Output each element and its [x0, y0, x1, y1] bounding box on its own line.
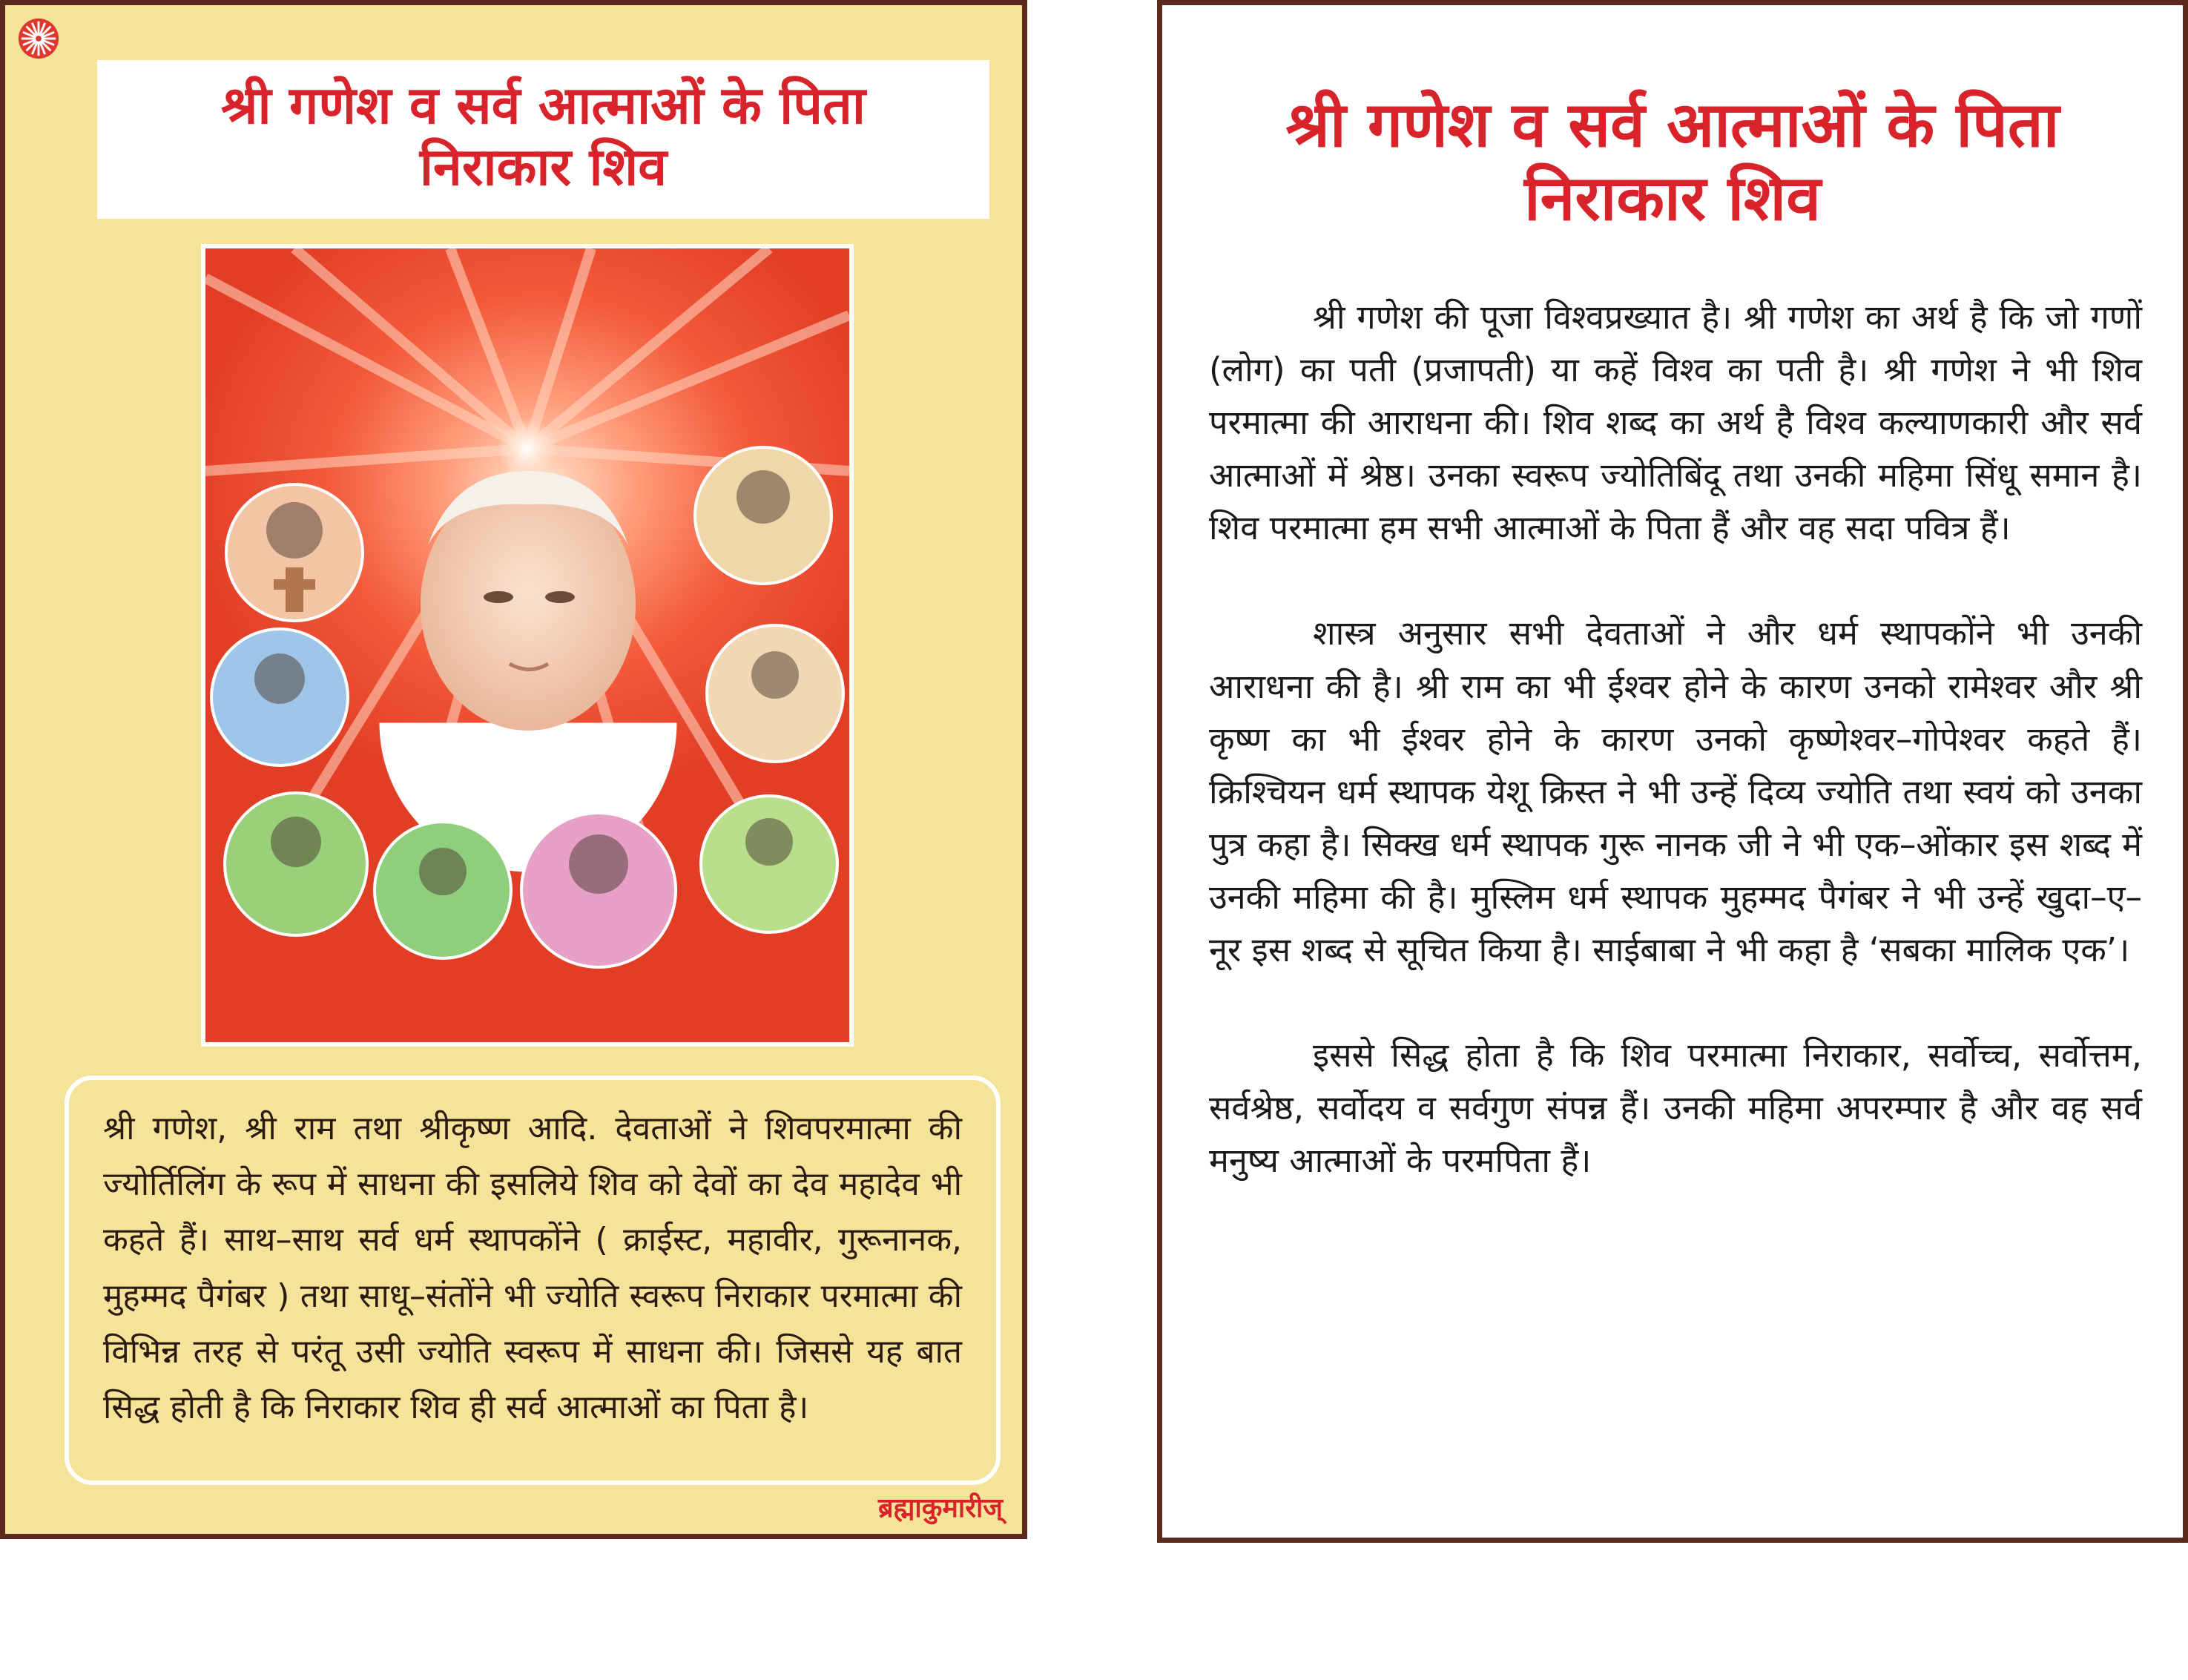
left-title-box — [97, 60, 989, 219]
left-title-line-1: श्री गणेश व सर्व आत्माओं के पिता — [220, 75, 866, 136]
right-card — [1157, 0, 2188, 1543]
paragraph-2: शास्त्र अनुसार सभी देवताओं ने और धर्म स्थापकोंने भी उनकी आराधना की है। श्री राम का भी ईश्वर होने के कारण उनको रामेश्वर और श्री कृष्ण का भी ईश्वर होने के कारण उनको कृष्णेश्वर–गोपेश्वर कहते हैं। क्रिश्चियन धर्म स्थापक येशू क्रिस्त ने भी उन्हें दिव्य ज्योति तथा स्वयं को उनका पुत्र कहा है। सिक्ख धर्म स्थापक गुरू नानक जी ने भी एक–ओंकार इस शब्द में उनकी महिमा की है। मुस्लिम धर्म स्थापक मुहम्मद पैगंबर ने भी उन्हें खुदा–ए–नूर इस शब्द से सूचित किया है। साईबाबा ने भी कहा है ‘सबका मालिक एक’। — [1209, 613, 2142, 970]
right-title — [1162, 88, 2183, 235]
devotional-illustration — [201, 244, 854, 1047]
right-title-line-1: श्री गणेश व सर्व आत्माओं के पिता — [1285, 88, 2060, 161]
right-body — [1209, 291, 2142, 1187]
brand-signature: ब्रह्माकुमारीज् — [878, 1493, 1003, 1523]
caption-text: श्री गणेश, श्री राम तथा श्रीकृष्ण आदि. देवताओं ने शिवपरमात्मा की ज्योर्तिलिंग के रूप में साधना की इसलिये शिव को देवों का देव महादेव भी कहते हैं। साथ–साथ सर्व धर्म स्थापकोंने ( क्राईस्ट, महावीर, गुरूनानक, मुहम्मद पैगंबर ) तथा साधू–संतोंने भी ज्योति स्वरूप निराकार परमात्मा की विभिन्न तरह से परंतू उसी ज्योति स्वरूप में साधना की। जिससे यह बात सिद्ध होती है कि निराकार शिव ही सर्व आत्माओं का पिता है। — [103, 1110, 962, 1427]
sun-emblem-icon — [17, 17, 60, 60]
paragraph-1: श्री गणेश की पूजा विश्वप्रख्यात है। श्री गणेश का अर्थ है कि जो गणों (लोग) का पती (प्रजापती) या कहें विश्व का पती है। श्री गणेश ने भी शिव परमात्मा की आराधना की। शिव शब्द का अर्थ है विश्व कल्याणकारी और सर्व आत्माओं में श्रेष्ठ। उनका स्वरूप ज्योतिबिंदू तथा उनकी महिमा सिंधू समान है। शिव परमात्मा हम सभी आत्माओं के पिता हैं और वह सदा पवित्र हैं। — [1209, 297, 2142, 548]
paragraph-3: इससे सिद्ध होता है कि शिव परमात्मा निराकार, सर्वोच्च, सर्वोत्तम, सर्वश्रेष्ठ, सर्वोदय व सर्वगुण संपन्न हैं। उनकी महिमा अपरम्पार है और वह सर्व मनुष्य आत्माओं के परमपिता हैं। — [1209, 1035, 2142, 1181]
caption-box — [65, 1075, 1001, 1485]
left-title-line-2: निराकार शिव — [419, 136, 668, 197]
left-card — [0, 0, 1027, 1539]
right-title-line-2: निराकार शिव — [1524, 162, 1821, 235]
